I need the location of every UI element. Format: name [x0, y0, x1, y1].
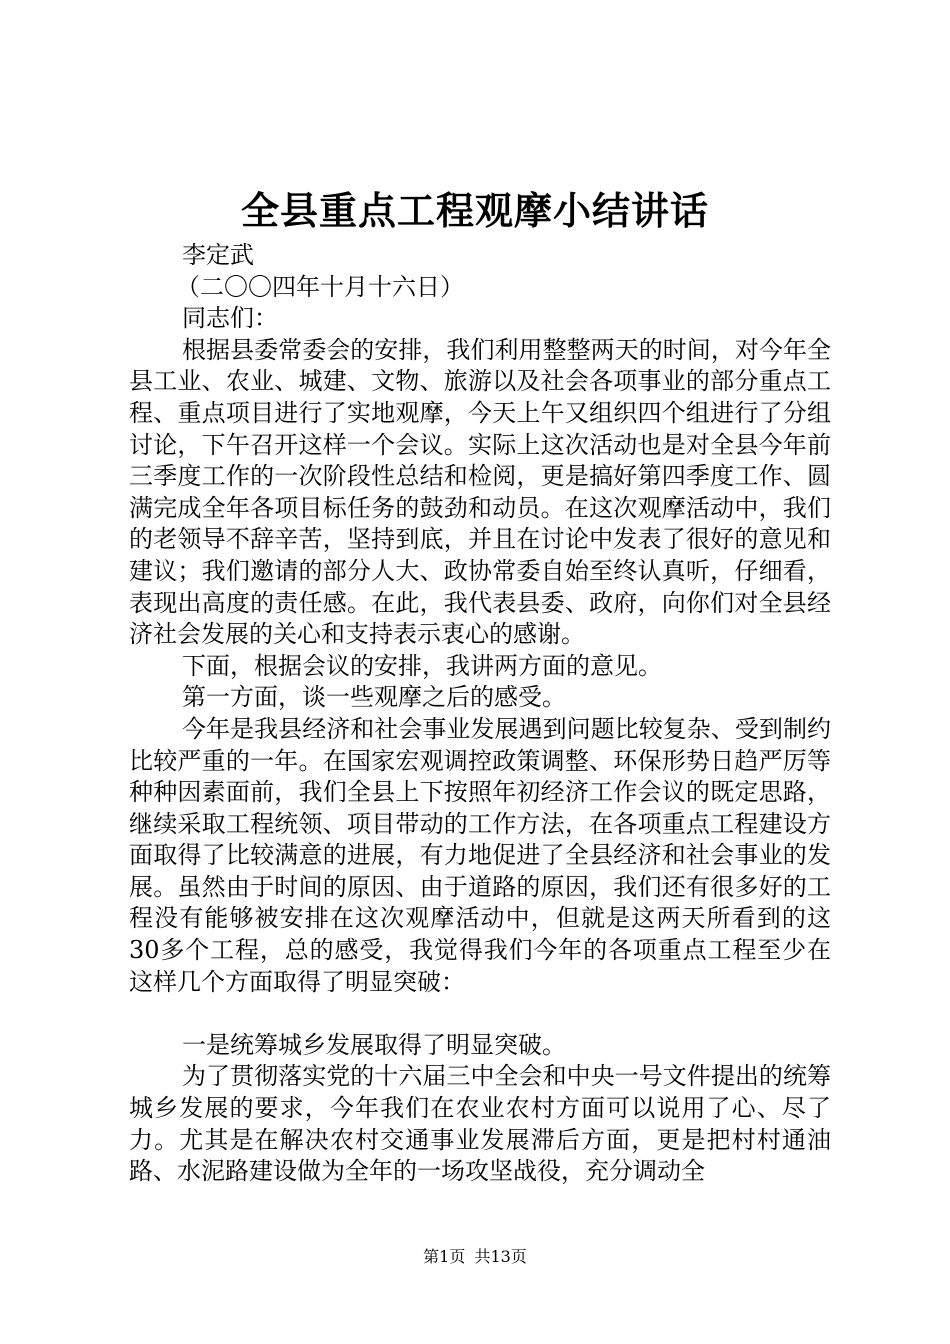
- page-total: 共13页: [474, 1247, 527, 1266]
- paragraph: 为了贯彻落实党的十六届三中全会和中央一号文件提出的统筹城乡发展的要求，今年我们在农业农村方面可以说用了心、尽了力。尤其是在解决农村交通事业发展滞后方面，更是把村村通油路、水泥路建设做为全年的一场攻坚战役，充分调动全: [129, 1062, 831, 1186]
- paragraph: 第一方面，谈一些观摩之后的感受。: [182, 683, 566, 712]
- salutation: 同志们：: [182, 304, 278, 333]
- paragraph: 一是统筹城乡发展取得了明显突破。: [182, 1030, 566, 1059]
- document-body: [129, 240, 831, 1188]
- date-line: （二〇〇四年十月十六日）: [176, 272, 464, 301]
- author-line: 李定武: [182, 241, 254, 269]
- paragraph: 根据县委常委会的安排，我们利用整整两天的时间，对今年全县工业、农业、城建、文物、旅游以及社会各项事业的部分重点工程、重点项目进行了实地观摩，今天上午又组织四个组进行了分组讨论，下午召开这样一个会议。实际上这次活动也是对全县今年前三季度工作的一次阶段性总结和检阅，更是搞好第四季度工作、圆满完成全年各项目标任务的鼓劲和动员。在这次观摩活动中，我们的老领导不辞辛苦，坚持到底，并且在讨论中发表了很好的意见和建议；我们邀请的部分人大、政协常委自始至终认真听，仔细看，表现出高度的责任感。在此，我代表县委、政府，向你们对全县经济社会发展的关心和支持表示衷心的感谢。: [129, 335, 831, 649]
- paragraph: 下面，根据会议的安排，我讲两方面的意见。: [182, 651, 662, 680]
- document-title: 全县重点工程观摩小结讲话: [240, 188, 709, 233]
- blank-line: [129, 998, 831, 1030]
- page-footer: [0, 1244, 950, 1267]
- paragraph: 今年是我县经济和社会事业发展遇到问题比较复杂、受到制约比较严重的一年。在国家宏观调控政策调整、环保形势日趋严厉等种种因素面前，我们全县上下按照年初经济工作会议的既定思路，继续采取工程统领、项目带动的工作方法，在各项重点工程建设方面取得了比较满意的进展，有力地促进了全县经济和社会事业的发展。虽然由于时间的原因、由于道路的原因，我们还有很多好的工程没有能够被安排在这次观摩活动中，但就是这两天所看到的这30多个工程，总的感受，我觉得我们今年的各项重点工程至少在这样几个方面取得了明显突破：: [129, 714, 831, 996]
- page-number: 第1页: [423, 1247, 466, 1266]
